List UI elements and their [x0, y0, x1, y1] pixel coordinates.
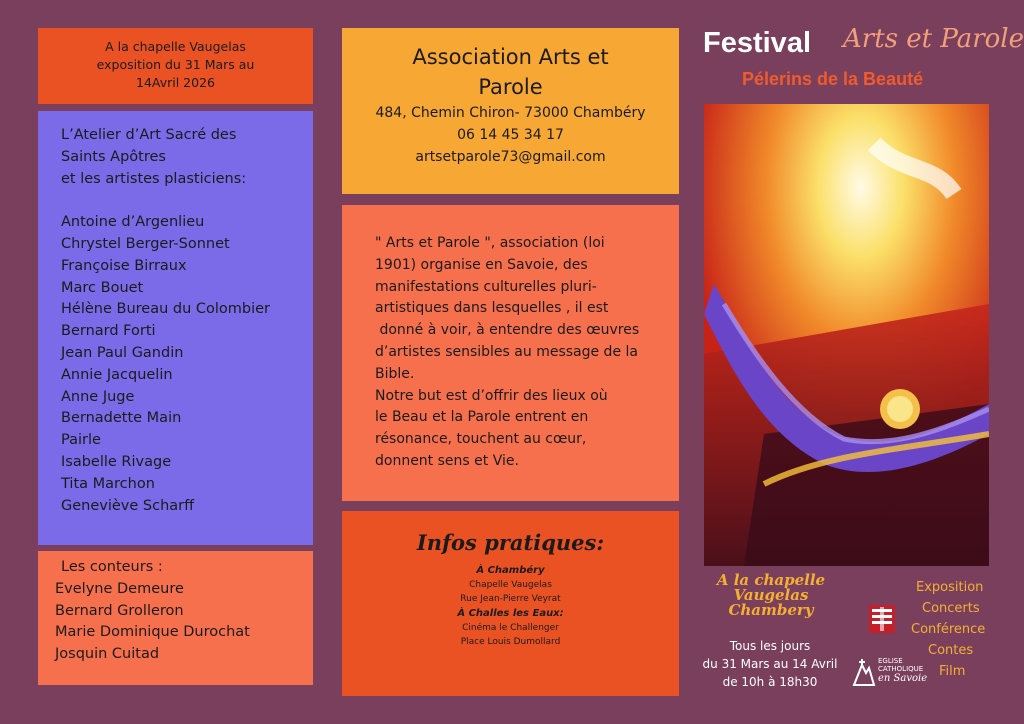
- artist-name: Jean Paul Gandin: [61, 344, 184, 361]
- artist-name: Hélène Bureau du Colombier: [61, 301, 271, 318]
- about-line: donné à voir, à entendre des œuvres: [375, 322, 640, 339]
- about-line: le Beau et la Parole entrent en: [375, 409, 589, 426]
- artist-name: Marc Bouet: [61, 279, 144, 296]
- association-email: artsetparole73@gmail.com: [415, 149, 606, 165]
- storyteller-name: Bernard Grolleron: [55, 602, 184, 619]
- chapel-line: A la chapelle: [716, 571, 826, 589]
- diocese-emblem-icon: [868, 604, 896, 634]
- practical-info-box: [342, 511, 679, 696]
- event-type: Conférence: [911, 622, 986, 637]
- association-name-line-2: Parole: [478, 75, 543, 99]
- venue-2-line-1: Cinéma le Challenger: [462, 623, 559, 633]
- artists-intro-2: Saints Apôtres: [61, 148, 166, 165]
- association-address: 484, Chemin Chiron- 73000 Chambéry: [375, 105, 646, 121]
- chapel-title: [706, 573, 836, 618]
- logo-text: [878, 657, 923, 673]
- about-line: Notre but est d’offrir des lieux où: [375, 387, 608, 404]
- expo-line-1: A la chapelle Vaugelas: [105, 39, 246, 54]
- venue-1-line-1: Chapelle Vaugelas: [469, 580, 552, 590]
- about-line: manifestations culturelles pluri-: [375, 278, 597, 295]
- venue-2-line-2: Place Louis Dumollard: [460, 637, 561, 647]
- artist-name: Isabelle Rivage: [61, 453, 172, 470]
- about-line: d’artistes sensibles au message de la: [375, 343, 638, 360]
- venue-2-title: À Challes les Eaux:: [457, 608, 564, 619]
- eglise-catholique-savoie-logo: [852, 655, 932, 689]
- festival-subtitle: Pélerins de la Beauté: [742, 69, 924, 89]
- artist-name: Bernadette Main: [61, 410, 182, 427]
- association-name-line-1: Association Arts et: [412, 45, 609, 69]
- about-box: [342, 205, 679, 501]
- logo-line-2: CATHOLIQUE: [878, 665, 924, 673]
- artist-name: Geneviève Scharff: [61, 497, 195, 514]
- artists-intro-3: et les artistes plasticiens:: [61, 170, 247, 187]
- exhibition-info-box: [38, 28, 313, 104]
- chapel-line: Chambery: [728, 601, 814, 619]
- artist-name: Pairle: [61, 432, 101, 449]
- artist-name: Chrystel Berger-Sonnet: [61, 235, 230, 252]
- dates-line: Tous les jours: [729, 639, 811, 653]
- artist-name: Annie Jacquelin: [61, 366, 173, 383]
- dates-line: du 31 Mars au 14 Avril: [702, 657, 838, 671]
- practical-info-title: Infos pratiques:: [416, 530, 605, 555]
- expo-line-3: 14Avril 2026: [136, 75, 215, 90]
- storyteller-name: Josquin Cuitad: [55, 646, 160, 663]
- artist-name: Bernard Forti: [61, 323, 156, 340]
- storytellers-box: [38, 551, 313, 685]
- association-phone: 06 14 45 34 17: [457, 127, 564, 143]
- event-type: Exposition: [916, 580, 984, 595]
- about-line: artistiques dans lesquelles , il est: [375, 300, 609, 317]
- artists-box: [38, 111, 313, 545]
- expo-line-2: exposition du 31 Mars au: [96, 57, 255, 72]
- artists-intro-1: L’Atelier d’Art Sacré des: [61, 127, 237, 143]
- artist-name: Tita Marchon: [61, 475, 155, 492]
- storyteller-name: Marie Dominique Durochat: [55, 624, 250, 641]
- about-line: Bible.: [375, 365, 415, 382]
- chapel-line: Vaugelas: [733, 586, 809, 604]
- logo-line-3: en Savoie: [878, 673, 928, 684]
- dates-line: de 10h à 18h30: [722, 675, 818, 689]
- artist-name: Anne Juge: [61, 388, 135, 405]
- festival-word: Festival: [703, 27, 811, 59]
- storyteller-name: Evelyne Demeure: [55, 580, 184, 597]
- logo-line-1: EGLISE: [878, 657, 903, 665]
- about-line: donnent sens et Vie.: [375, 452, 519, 469]
- venue-1-line-2: Rue Jean-Pierre Veyrat: [460, 594, 561, 604]
- about-line: 1901) organise en Savoie, des: [375, 256, 588, 273]
- storytellers-title: Les conteurs :: [61, 559, 163, 575]
- artist-name: Françoise Birraux: [61, 257, 187, 274]
- mountain-icon: [852, 657, 876, 687]
- abstract-painting-image: [704, 104, 989, 566]
- artist-name: Antoine d’Argenlieu: [61, 214, 205, 231]
- about-line: résonance, touchent au cœur,: [375, 431, 587, 448]
- opening-hours: [700, 637, 840, 691]
- association-box: [342, 28, 679, 194]
- venue-1-title: À Chambéry: [476, 565, 545, 576]
- event-type: Concerts: [922, 601, 980, 616]
- festival-name-logo: Arts et Parole: [843, 24, 1024, 54]
- event-type: Film: [939, 664, 966, 679]
- event-type: Contes: [928, 643, 974, 658]
- about-line: " Arts et Parole ", association (loi: [375, 235, 605, 251]
